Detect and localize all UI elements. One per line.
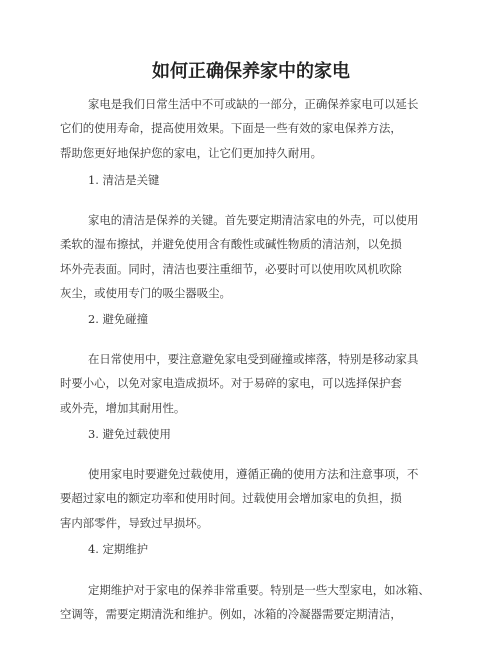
paragraph-line: 帮助您更好地保护您的家电，让它们更加持久耐用。 xyxy=(60,145,322,160)
paragraph-line: 使用家电时要避免过载使用，遵循正确的使用方法和注意事项，不 xyxy=(88,467,419,481)
paragraph-line: 家电是我们日常生活中不可或缺的一部分，正确保养家电可以延长 xyxy=(88,97,419,111)
intro-paragraph xyxy=(60,92,460,165)
paragraph-line: 定期维护对于家电的保养非常重要。特别是一些大型家电，如冰箱、 xyxy=(88,583,430,597)
section-heading-avoid-overload: 3. 避免过载使用 xyxy=(88,427,171,441)
paragraph-line: 灰尘，或使用专门的吸尘器吸尘。 xyxy=(60,286,231,301)
paragraph-line: 或外壳，增加其耐用性。 xyxy=(60,400,186,415)
paragraph-line: 在日常使用中，要注意避免家电受到碰撞或摔落，特别是移动家具 xyxy=(88,352,419,366)
section-paragraph-regular-maintenance xyxy=(60,578,460,627)
section-heading-cleaning: 1. 清洁是关键 xyxy=(88,173,160,187)
paragraph-line: 家电的清洁是保养的关键。首先要定期清洁家电的外壳，可以使用 xyxy=(88,213,419,227)
section-paragraph-avoid-collision xyxy=(60,347,460,420)
section-paragraph-cleaning xyxy=(60,208,460,306)
section-heading-regular-maintenance: 4. 定期维护 xyxy=(88,542,149,556)
section-paragraph-avoid-overload xyxy=(60,462,460,535)
paragraph-line: 它们的使用寿命，提高使用效果。下面是一些有效的家电保养方法， xyxy=(60,121,402,136)
paragraph-line: 坏外壳表面。同时，清洁也要注重细节，必要时可以使用吹风机吹除 xyxy=(60,261,402,276)
paragraph-line: 要超过家电的额定功率和使用时间。过载使用会增加家电的负担，损 xyxy=(60,491,402,506)
section-heading-avoid-collision: 2. 避免碰撞 xyxy=(88,312,149,326)
paragraph-line: 时要小心，以免对家电造成损坏。对于易碎的家电，可以选择保护套 xyxy=(60,376,402,391)
paragraph-line: 害内部零件，导致过早损坏。 xyxy=(60,515,209,530)
page-title: 如何正确保养家中的家电 xyxy=(152,61,350,82)
paragraph-line: 空调等，需要定期清洗和维护。例如，冰箱的冷凝器需要定期清洁， xyxy=(60,607,402,622)
paragraph-line: 柔软的湿布擦拭，并避免使用含有酸性或碱性物质的清洁剂，以免损 xyxy=(60,237,402,252)
